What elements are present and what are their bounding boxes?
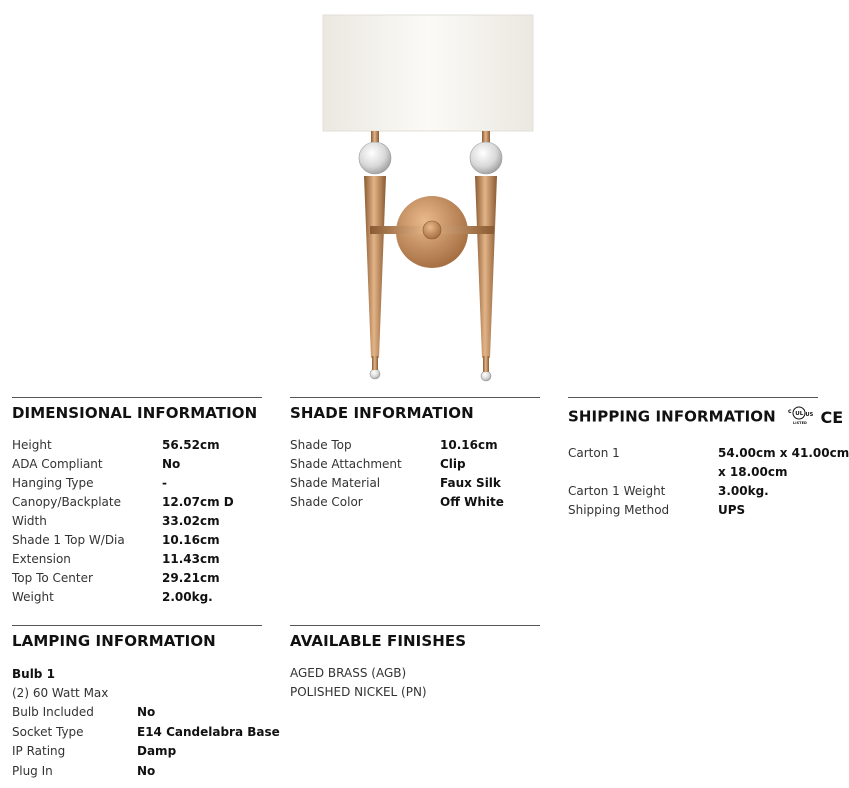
spec-value: 56.52cm	[162, 438, 220, 452]
spec-label: Width	[12, 514, 47, 528]
spec-row	[568, 501, 849, 520]
spec-label: Top To Center	[12, 571, 93, 585]
spec-label: Hanging Type	[12, 476, 94, 490]
spec-label: Weight	[12, 590, 54, 604]
spec-row	[568, 463, 849, 482]
section-title: LAMPING INFORMATION	[12, 632, 216, 650]
spec-value: 3.00kg.	[718, 484, 769, 498]
section-divider	[290, 625, 540, 626]
spec-value: 54.00cm x 41.00cm	[718, 446, 849, 460]
section-title: DIMENSIONAL INFORMATION	[12, 404, 258, 422]
spec-value: No	[137, 705, 156, 719]
spec-label: Shade 1 Top W/Dia	[12, 533, 125, 547]
spec-label: Carton 1	[568, 446, 620, 460]
spec-row	[12, 455, 262, 474]
spec-label: Shade Top	[290, 438, 352, 452]
spec-value: No	[162, 457, 181, 471]
section-title: SHADE INFORMATION	[290, 404, 474, 422]
section-title-row	[568, 404, 849, 430]
spec-label: Extension	[12, 552, 71, 566]
spec-value: x 18.00cm	[718, 465, 788, 479]
listed-mark-text: LISTED	[793, 421, 808, 425]
spec-value: Off White	[440, 495, 504, 509]
spec-row	[290, 455, 540, 474]
finish-list	[290, 664, 540, 702]
spec-value: 11.43cm	[162, 552, 220, 566]
spec-row	[12, 531, 262, 550]
spec-label: Height	[12, 438, 52, 452]
spec-row	[568, 482, 849, 501]
bulb-description: (2) 60 Watt Max	[12, 686, 109, 700]
spec-value: Clip	[440, 457, 466, 471]
spec-row	[12, 474, 262, 493]
spec-value: 10.16cm	[440, 438, 498, 452]
ul-mark-text: UL	[795, 411, 804, 417]
spec-value: 29.21cm	[162, 571, 220, 585]
spec-label: Shade Attachment	[290, 457, 402, 471]
spec-row	[12, 723, 280, 743]
spec-list	[568, 444, 849, 520]
spec-label: Shade Material	[290, 476, 381, 490]
bulb-title: Bulb 1	[12, 667, 55, 681]
spec-row	[290, 493, 540, 512]
spec-label: Socket Type	[12, 724, 84, 739]
spec-value: No	[137, 763, 156, 778]
dimensional-section	[12, 397, 262, 607]
spec-row	[12, 550, 262, 569]
spec-row	[568, 444, 849, 463]
spec-value: E14 Candelabra Base	[137, 724, 280, 739]
spec-label: Shipping Method	[568, 503, 670, 517]
spec-row	[12, 762, 280, 782]
finish-item: AGED BRASS (AGB)	[290, 666, 407, 680]
spec-row	[12, 493, 262, 512]
product-image	[300, 0, 540, 390]
spec-value: 10.16cm	[162, 533, 220, 547]
spec-value: Damp	[137, 744, 177, 758]
section-title: AVAILABLE FINISHES	[290, 632, 467, 650]
spec-label: ADA Compliant	[12, 457, 103, 471]
section-divider	[12, 397, 262, 398]
us-mark-text: US	[805, 412, 814, 418]
wall-sconce-illustration	[300, 0, 540, 390]
spec-value: 33.02cm	[162, 514, 220, 528]
section-divider	[12, 625, 262, 626]
spec-label: Carton 1 Weight	[568, 484, 666, 498]
spec-label: Shade Color	[290, 495, 363, 509]
spec-label: Plug In	[12, 763, 53, 778]
spec-label: Bulb Included	[12, 705, 94, 719]
spec-value: 12.07cm D	[162, 495, 234, 509]
spec-list	[290, 436, 540, 512]
spec-list	[12, 703, 280, 781]
section-divider	[290, 397, 540, 398]
finishes-section	[290, 625, 540, 702]
spec-row	[290, 474, 540, 493]
shipping-section	[568, 397, 849, 520]
lamping-section	[12, 625, 280, 781]
section-title: SHIPPING INFORMATION	[568, 407, 776, 426]
spec-row	[12, 569, 262, 588]
spec-row	[12, 512, 262, 531]
spec-label: Canopy/Backplate	[12, 495, 121, 509]
spec-value: UPS	[718, 503, 746, 517]
spec-value: -	[162, 476, 167, 490]
spec-row	[12, 703, 280, 723]
ce-mark: CE	[820, 407, 844, 427]
spec-row	[12, 436, 262, 455]
section-divider	[568, 397, 818, 398]
spec-row	[290, 436, 540, 455]
svg-text:c: c	[788, 408, 792, 415]
spec-list	[12, 436, 262, 607]
ul-listed-icon	[787, 404, 813, 430]
spec-label: IP Rating	[12, 744, 66, 758]
spec-row	[12, 588, 262, 607]
spec-row	[12, 742, 280, 762]
spec-value: Faux Silk	[440, 476, 501, 490]
spec-value: 2.00kg.	[162, 590, 213, 604]
finish-item: POLISHED NICKEL (PN)	[290, 685, 427, 699]
shade-section	[290, 397, 540, 512]
